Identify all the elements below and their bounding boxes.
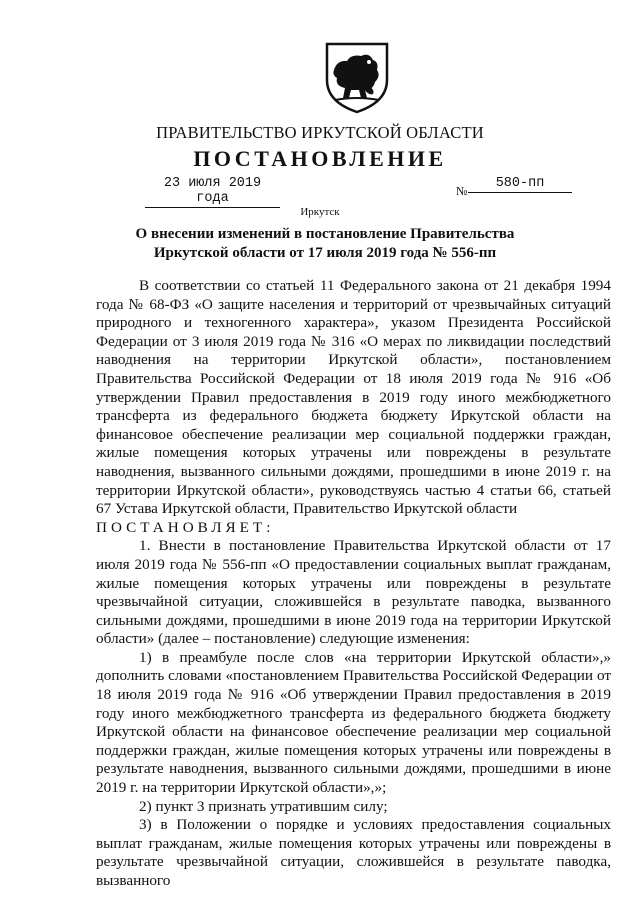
preamble-paragraph: В соответствии со статьей 11 Федерального закона от 21 декабря 1994 года № 68-ФЗ «О защите населения и территорий от чрезвычайных ситуаций природного и техногенного характера», указом Президента Российской Федерации от 3 июля 2019 года № 316 «О мерах по ликвидации последствий наводнения на территории Иркутской области», постановлением Правительства Российской Федерации от 18 июля 2019 года № 916 «Об утверждении Правил предоставления в 2019 году иного межбюджетного трансферта из федерального бюджета бюджету Иркутской области на финансовое обеспечение реализации мер социальной поддержки граждан, жилые помещения которых утрачены или повреждены в результате наводнения, вызванного сильными дождями, прошедшими в июне 2019 г. на территории Иркутской области», руководствуясь частью 4 статьи 66, статьей 67 Устава Иркутской области, Правительство Иркутской области <box>96 277 611 518</box>
document-type: ПОСТАНОВЛЕНИЕ <box>193 146 447 171</box>
document-date: 23 июля 2019 года <box>145 176 280 208</box>
document-body <box>96 277 611 891</box>
title-line-2: Иркутской области от 17 июля 2019 года № 556-пп <box>153 245 497 261</box>
item-1-2-paragraph: 2) пункт 3 признать утратившим силу; <box>139 797 388 815</box>
document-title <box>120 225 530 263</box>
coat-of-arms-icon <box>323 40 391 114</box>
item-1-paragraph: 1. Внести в постановление Правительства Иркутской области от 17 июля 2019 года № 556-пп «О предоставлении социальных выплат гражданам, жилые помещения которых утрачены или повреждены в результате чрезвычайной ситуации, сложившейся в результате паводка, вызванного сильными дождями, прошедшими в июне 2019 года на территории Иркутской области» (далее – постановление) следующие изменения: <box>96 537 611 648</box>
item-1-3-paragraph: 3) в Положении о порядке и условиях предоставления социальных выплат гражданам, жилые помещения которых утрачены или повреждены в результате чрезвычайной ситуации, сложившейся в результате паводка, вызванного <box>96 816 611 889</box>
organization-name: ПРАВИТЕЛЬСТВО ИРКУТСКОЙ ОБЛАСТИ <box>156 123 484 142</box>
resolves-heading: ПОСТАНОВЛЯЕТ: <box>96 518 275 536</box>
document-number: 580-пп <box>468 176 572 193</box>
number-sign: № <box>456 184 468 198</box>
city-name: Иркутск <box>300 206 340 218</box>
title-line-1: О внесении изменений в постановление Правительства <box>135 226 515 242</box>
item-1-1-paragraph: 1) в преамбуле после слов «на территории Иркутской области»,» дополнить словами «постановлением Правительства Российской Федерации от 18 июля 2019 года № 916 «Об утверждении Правил предоставления в 2019 году иного межбюджетного трансферта из федерального бюджета бюджету Иркутской области на финансовое обеспечение реализации мер социальной поддержки граждан, жилые помещения которых утрачены или повреждены в результате наводнения, вызванного сильными дождями, прошедшими в июне 2019 г. на территории Иркутской области»,»; <box>96 648 611 797</box>
